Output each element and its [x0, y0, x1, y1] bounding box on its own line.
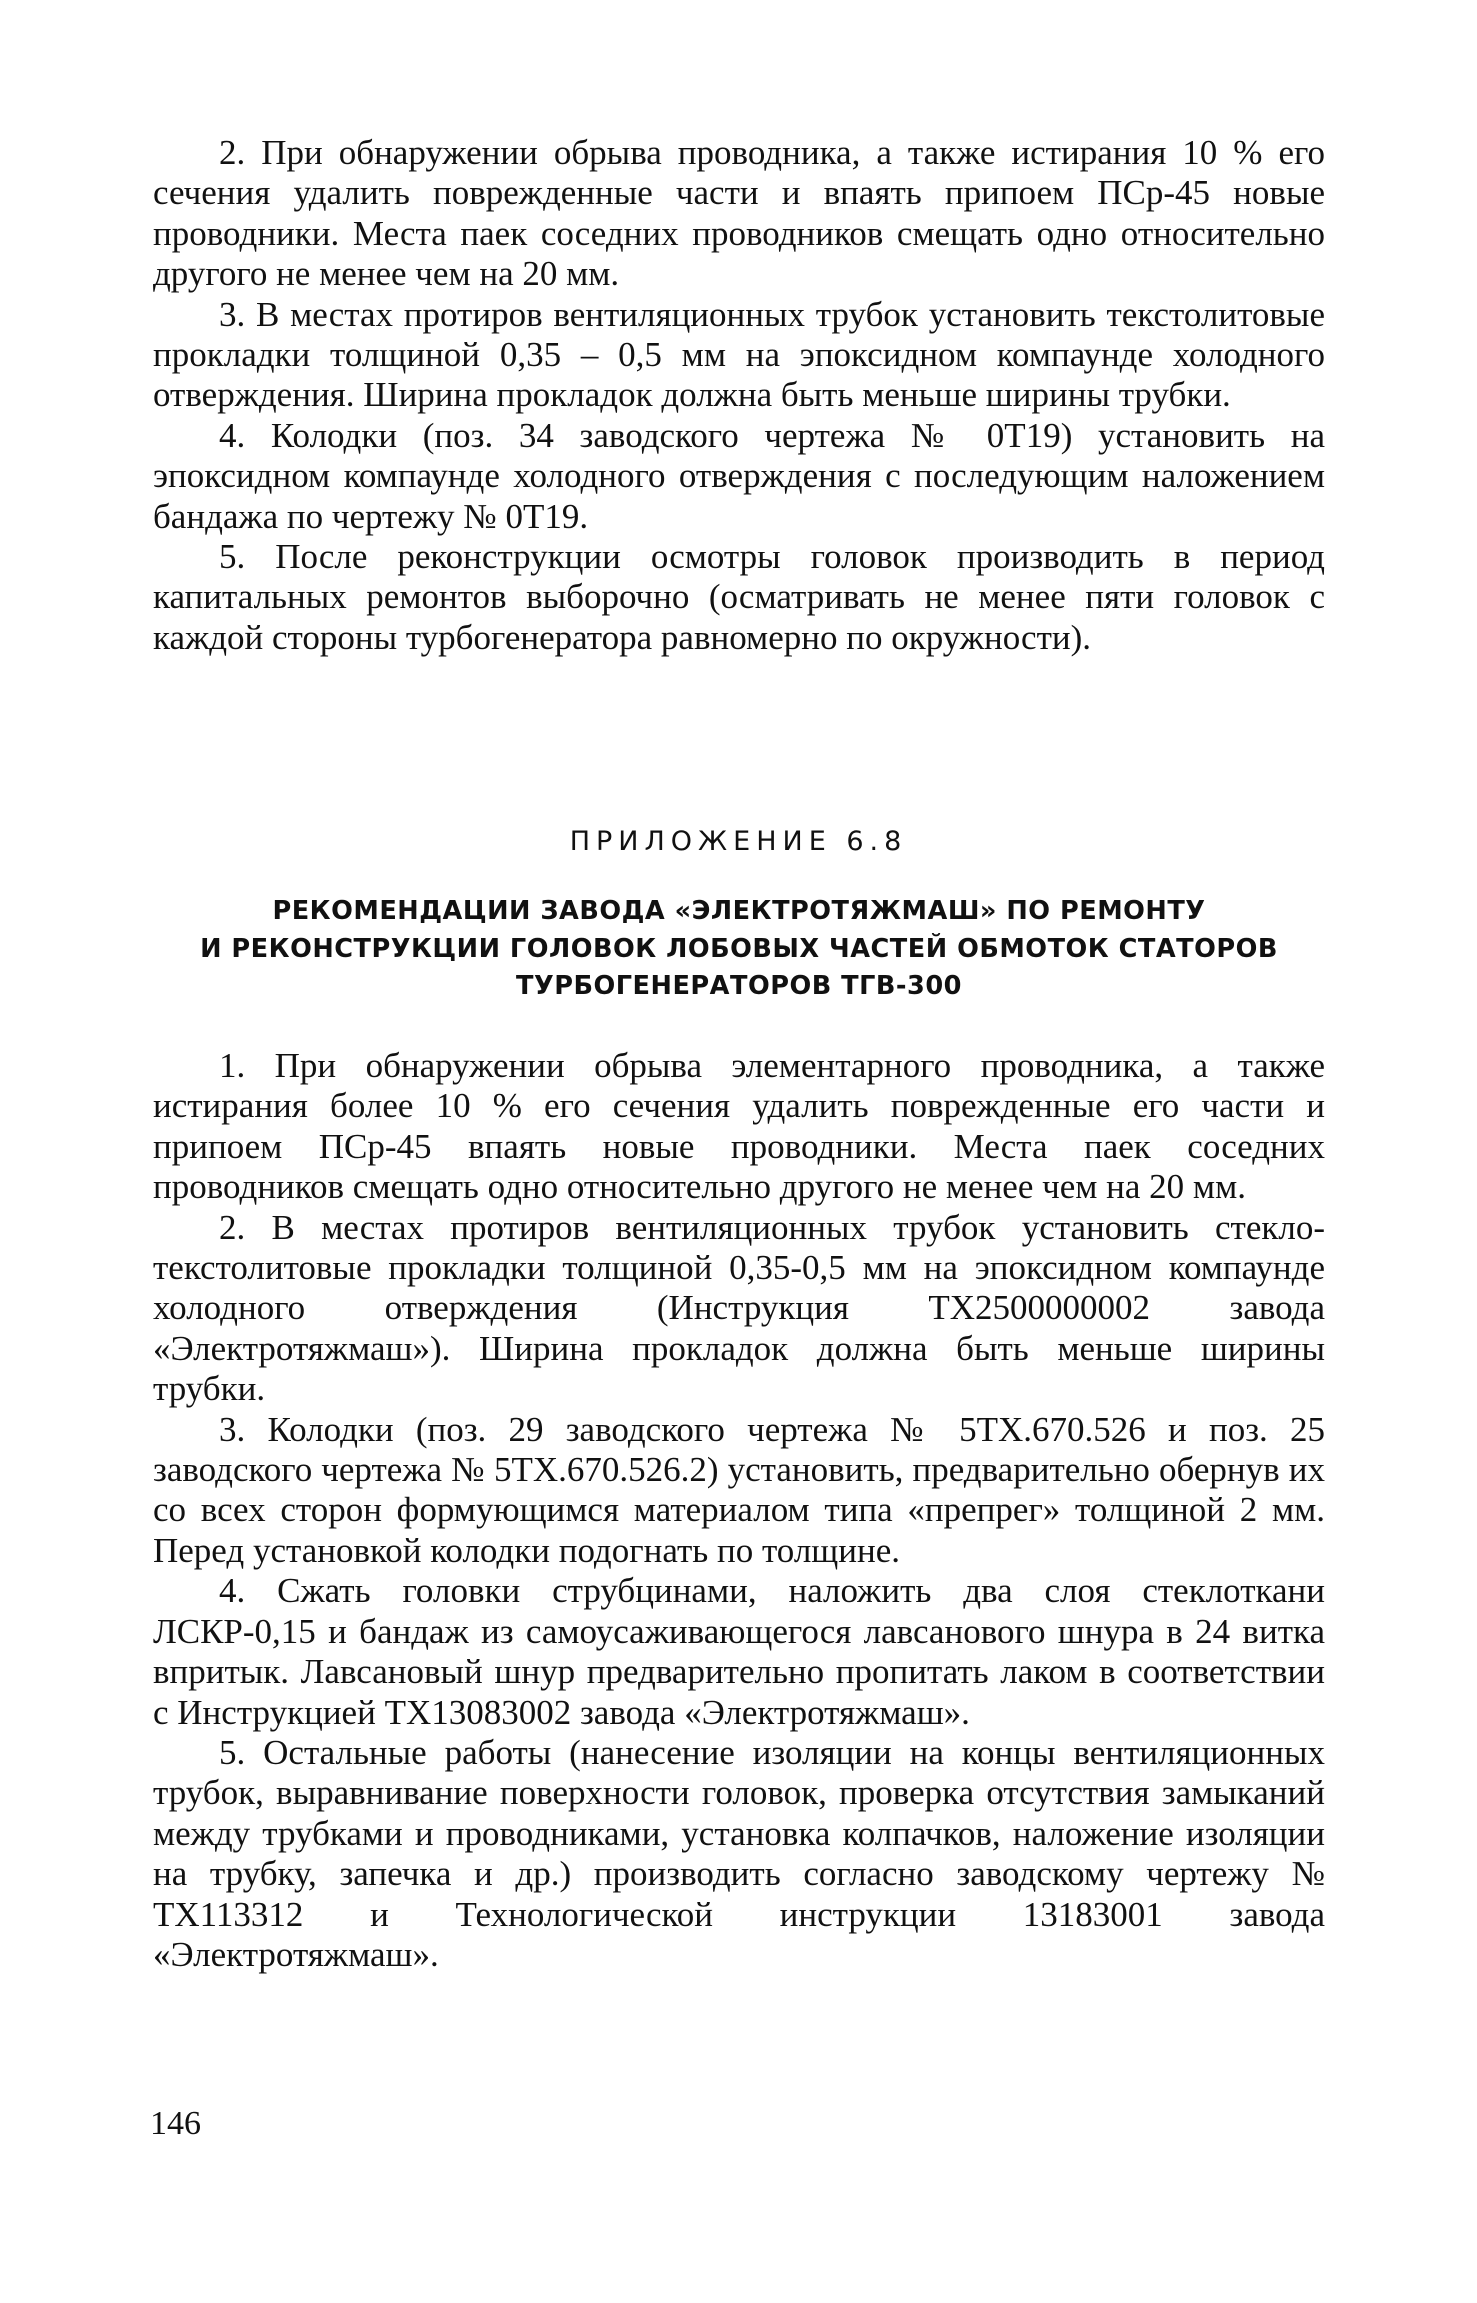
appendix-title-line-2: И РЕКОНСТРУКЦИИ ГОЛОВОК ЛОБОВЫХ ЧАСТЕЙ ОБМОТОК СТАТОРОВ [200, 933, 1278, 964]
appendix-paragraph-1: 1. При обнаружении обрыва элементарного проводника, а также истирания более 10 % его сечения удалить поврежденные его части и припоем ПСр-45 впаять новые проводники. Места паек соседних проводников смещать одно относительно другого не менее чем на 20 мм. [153, 1046, 1325, 1207]
top-section [153, 133, 1325, 658]
appendix-paragraph-5: 5. Остальные работы (нанесение изоляции на концы вентиляционных трубок, выравнивание поверхности головок, проверка отсутствия замыканий между трубками и проводниками, установка колпачков, наложение изоляции на трубку, запечка и др.) производить согласно заводскому чертежу № ТХ113312 и Технологической инструкции 13183001 завода «Электротяжмаш». [153, 1732, 1325, 1974]
appendix-title-line-1: РЕКОМЕНДАЦИИ ЗАВОДА «ЭЛЕКТРОТЯЖМАШ» ПО РЕМОНТУ [272, 896, 1206, 926]
appendix-title [150, 893, 1328, 1006]
appendix-paragraph-2: 2. В местах протиров вентиляционных трубок установить стеклотекстолитовые прокладки толщиной 0,35-0,5 мм на эпоксидном компаунде холодного отверждения (Инструкция ТХ2500000002 завода «Электротяжмаш»). Ширина прокладок должна быть меньше ширины трубки. [153, 1207, 1325, 1409]
page-number: 146 [150, 2105, 201, 2142]
appendix-body [153, 1046, 1325, 1975]
appendix-paragraph-3: 3. Колодки (поз. 29 заводского чертежа № 5ТХ.670.526 и поз. 25 заводского чертежа № 5ТХ.670.526.2) установить, предварительно обернув их со всех сторон формующимся материалом типа «препрег» толщиной 2 мм. Перед установкой колодки подогнать по толщине. [153, 1409, 1325, 1570]
paragraph-2: 2. При обнаружении обрыва проводника, а также истирания 10 % его сечения удалить поврежденные части и впаять припоем ПСр-45 новые проводники. Места паек соседних проводников смещать одно относительно другого не менее чем на 20 мм. [153, 133, 1325, 294]
paragraph-3: 3. В местах протиров вентиляционных трубок установить текстолитовые прокладки толщиной 0,35 – 0,5 мм на эпоксидном компаунде холодного отверждения. Ширина прокладок должна быть меньше ширины трубки. [153, 294, 1325, 415]
appendix-title-line-3: ТУРБОГЕНЕРАТОРОВ ТГВ-300 [516, 971, 962, 1001]
appendix-label: ПРИЛОЖЕНИЕ 6.8 [569, 826, 908, 857]
paragraph-5: 5. После реконструкции осмотры головок производить в период капитальных ремонтов выборочно (осматривать не менее пяти головок с каждой стороны турбогенератора равномерно по окружности). [153, 537, 1325, 657]
appendix-paragraph-4: 4. Сжать головки струбцинами, наложить два слоя стеклоткани ЛСКР-0,15 и бандаж из самоусаживающегося лавсанового шнура в 24 витка впритык. Лавсановый шнур предварительно пропитать лаком в соответствии с Инструкцией ТХ13083002 завода «Электротяжмаш». [153, 1571, 1325, 1732]
paragraph-4: 4. Колодки (поз. 34 заводского чертежа № 0Т19) установить на эпоксидном компаунде холодного отверждения с последующим наложением бандажа по чертежу № 0Т19. [153, 415, 1325, 536]
